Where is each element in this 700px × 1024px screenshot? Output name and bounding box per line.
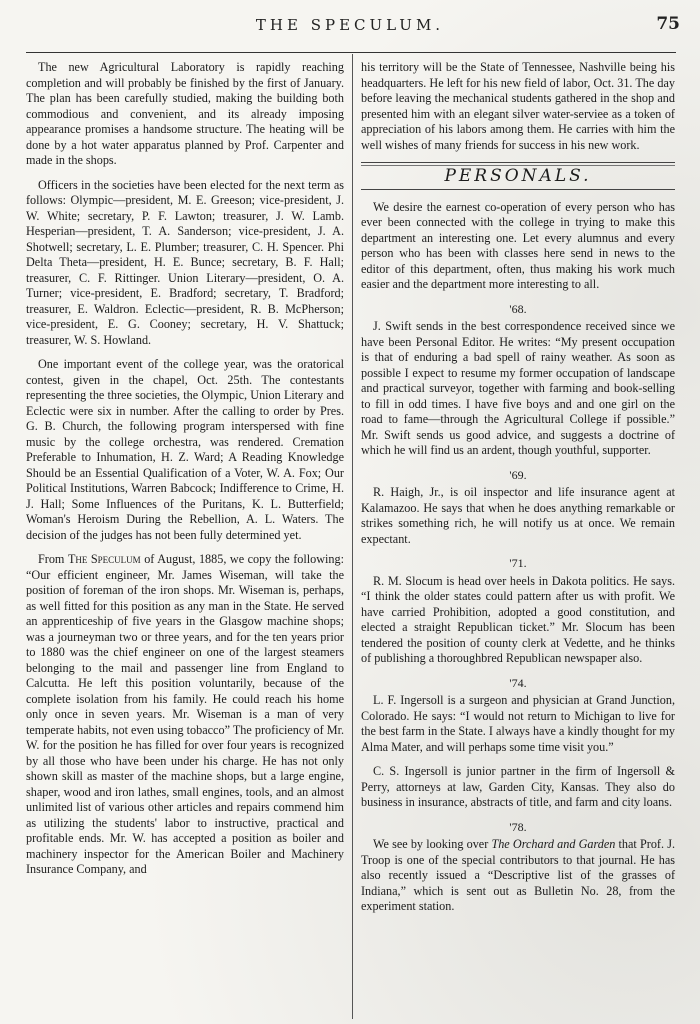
page-number: 75 xyxy=(656,14,680,34)
troop-lead: We see by looking over xyxy=(373,837,492,851)
oratorical-contest-paragraph: One important event of the college year, was the oratorical contest, given in the chapel, Oct. 25th. The contestants representing the three societies, the Olympic, Union Literary and Eclectic were six in number. After the calling to order by Pres. G. B. Church, the following program interspersed with fine music by the college orchestra, was rendered. Cremation Preferable to Inhumation, H. Z. Ward; A Reading Knowledge Should be an Essential Qualification of a Voter, W. A. Fox; Our Political Institutions, Warren Babcock; Indifference to Crime, H. J. Hall; Some Influences of the Puritans, K. L. Butterfield; Woman's Heroism During the Rebellion, A. L. Waters. The decision of the judges has not been fully determined yet. xyxy=(26,357,344,542)
class-year: '74. xyxy=(509,675,527,690)
class-entry-74 xyxy=(361,676,675,811)
entry-paragraph: L. F. Ingersoll is a surgeon and physician at Grand Junction, Colorado. He says: “I would not return to Michigan to live for the best farm in the State. I always have a kindly thought for my Alma Mater, and will perhaps some time visit you.” xyxy=(361,693,675,754)
class-year: '68. xyxy=(509,301,527,316)
class-entry-68 xyxy=(361,302,675,459)
section-title: PERSONALS. xyxy=(444,166,592,186)
header-rule xyxy=(26,52,676,53)
entry-paragraph xyxy=(361,837,675,915)
class-year: '78. xyxy=(509,819,527,834)
entry-paragraph: C. S. Ingersoll is junior partner in the firm of Ingersoll & Perry, attorneys at law, Garden City, Kansas. They also do business in insurance, abstracts of title, and farm and city loans. xyxy=(361,764,675,809)
journal-name: The Orchard and Garden xyxy=(491,837,616,851)
troop-body: that Prof. J. Troop is one of the special contributors to that journal. He has also recently issued a “Descriptive list of the grasses of Indiana,” which is sent out as Bulletin No. 28, from the experiment station. xyxy=(361,837,675,913)
class-entry-69 xyxy=(361,468,675,548)
class-entry-71 xyxy=(361,556,675,667)
wiseman-lead: From xyxy=(38,552,68,566)
personals-intro-paragraph: We desire the earnest co-operation of every person who has ever been connected with the college in trying to make this department an interesting one. Let every alumnus and every person who has been with classes here send in news to the editor of this department, often, thus making his work much easier and the department more interesting to all. xyxy=(361,199,675,291)
page-header xyxy=(0,14,700,38)
entry-paragraph: R. M. Slocum is head over heels in Dakota politics. He says. “I think the older states could pattern after us with profit. We have carried Prohibition, adopted a good constitution, and elected a straight Republican ticket.” Mr. Slocum has been tendered the position of county clerk at Vedette, and he thinks of publishing a thoroughbred Republican newspaper also. xyxy=(361,573,675,665)
wiseman-body: of August, 1885, we copy the following: “Our efficient engineer, Mr. James Wiseman, will take the position of foreman of the iron shops. Mr. Wiseman is, perhaps, as well fitted for this position as any man in the State. He served an apprenticeship of five years in the Glasgow machine shops; was a journeyman two or three years, and for the ten years prior to 1880 was the chief engineer on one of the largest steamers belonging to the mail and passenger line from England to Calcutta. He left this position voluntarily, because of the complete isolation from his family. He could reach his home only once in seven years. Mr. Wiseman is a man of very temperate habits, not even using tobacco” The proficiency of Mr. W. for the position he has filled for over four years is recognized by all those who have been under his charge. He has not only shown skill as master of the machine shops, but a large engine, shaper, wood and iron lathes, small engines, tools, and an almost unlimited list of various other articles and repairs commend him as utilizing the students' labor to instructive, practical and profitable ends. Mr. W. has accepted a position as boiler and machinery inspector for the American Boiler and Machinery Insurance Company, and xyxy=(26,552,345,876)
laboratory-paragraph: The new Agricultural Laboratory is rapidly reaching completion and will probably be finished by the first of January. The plan has been carefully studied, making the building both commodious and convenient, and its already imposing appearance promises a handsome structure. The heating will be done by a hot water apparatus planned by Prof. Carpenter and made in the shops. xyxy=(26,60,344,167)
personals-heading xyxy=(361,162,675,190)
left-column xyxy=(26,60,344,887)
column-divider xyxy=(352,54,353,1019)
wiseman-continuation-paragraph: his territory will be the State of Tennessee, Nashville being his headquarters. He left for his new field of labor, Oct. 31. The day before leaving the mechanical students gathered in the shop and presented him with an elegant silver water-serviee as a token of appreciation of his labors among them. He carries with him the well wishes of many friends for success in his new work. xyxy=(361,60,675,152)
wiseman-paragraph xyxy=(26,552,344,878)
publication-name: The Speculum xyxy=(67,552,141,566)
entry-paragraph: R. Haigh, Jr., is oil inspector and life insurance agent at Kalamazoo. He says that when he does anything remarkable or strikes something rich, he will notify us at once. We remain expectant. xyxy=(361,485,675,546)
society-officers-paragraph: Officers in the societies have been elected for the next term as follows: Olympic—president, M. E. Greeson; vice-president, J. W. White; secretary, P. F. Lawton; treasurer, J. W. Lamb. Hesperian—president, T. A. Sanderson; vice-president, J. A. Shotwell; secretary, L. E. Plumber; treasurer, C. H. Spencer. Phi Delta Theta—president, H. E. Bunce; secretary, B. F. Hall; treasurer, C. F. Rittinger. Union Literary—president, O. A. Turner; vice-president, E. Bradford; secretary, T. Bradford; treasurer, E. Waldron. Eclectic—president, R. B. McPherson; vice-president, E. G. Cooney; secretary, H. V. Shattuck; treasurer, W. S. Howland. xyxy=(26,177,344,347)
class-year: '69. xyxy=(509,467,527,482)
right-column xyxy=(361,60,675,924)
publication-title: THE SPECULUM. xyxy=(255,16,445,34)
entry-paragraph: J. Swift sends in the best correspondence received since we have been Personal Editor. He writes: “My present occupation is that of enduring a bad spell of rainy weather. As soon as possible I expect to resume my former occupation of landscape and practical surveyor, together with farming and book-selling to fill in odd times. I have five boys and and one girl on the road to fame—through the Agricultural College if possible.” Mr. Swift sends us good advice, and suggests a doctrine of which he will find us an ardent, though youthful, supporter. xyxy=(361,319,675,457)
class-entry-78 xyxy=(361,820,675,915)
class-year: '71. xyxy=(509,556,527,570)
